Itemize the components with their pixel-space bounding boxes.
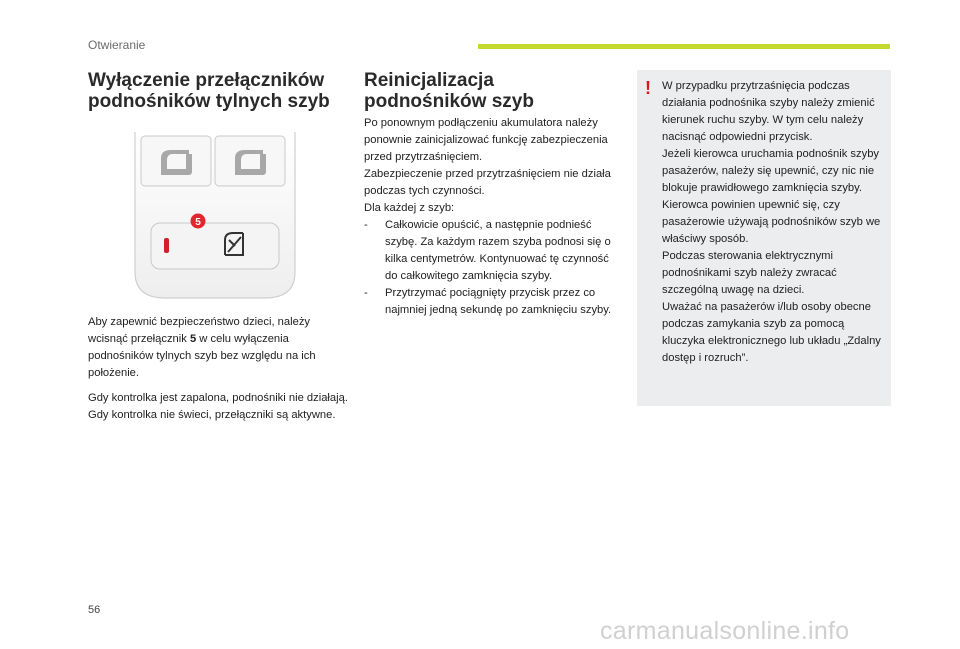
window-switch-panel-illustration [125, 132, 305, 302]
warning-line: Uważać na pasażerów i/lub osoby obecne podczas zamykania szyb za pomocą kluczyka elektronicznego lub układu „Zdalny dostęp i rozruch”. [662, 301, 881, 364]
rear-right-window-button [215, 136, 285, 186]
watermark: carmanualsonline.info [600, 617, 850, 645]
reinit-note: Zabezpieczenie przed przytrzaśnięciem nie działa podczas tych czynności. [364, 168, 611, 197]
rear-left-window-button [141, 136, 211, 186]
indicator-led [164, 238, 169, 253]
warning-line: Jeżeli kierowca uruchamia podnośnik szyby pasażerów, należy się upewnić, czy nic nie blokuje prawidłowego zamknięcia szyby. [662, 148, 880, 194]
reinit-body [364, 115, 620, 319]
warning-line: Podczas sterowania elektrycznymi podnośnikami szyb należy zwracać szczególną uwagę na dzieci. [662, 250, 837, 296]
warning-box [637, 70, 891, 406]
heading-reinitialization: Reinicjalizacja podnośników szyb [364, 70, 534, 112]
para1-bold-ref: 5 [189, 333, 197, 345]
list-item [364, 217, 620, 285]
warning-line: W przypadku przytrzaśnięcia podczas działania podnośnika szyby należy zmienić kierunek ruchu szyby. W tym celu należy nacisnąć odpowiedni przycisk. [662, 80, 875, 143]
warning-text [662, 78, 886, 367]
list-dash: - [364, 219, 368, 231]
reinit-intro: Po ponownym podłączeniu akumulatora należy ponownie zainicjalizować funkcję zabezpieczenia przed przytrzaśnięciem. [364, 117, 608, 163]
reinit-lead: Dla każdej z szyb: [364, 202, 455, 214]
list-item-text: Przytrzymać pociągnięty przycisk przez co najmniej jedną sekundę po zamknięciu szyby. [385, 287, 612, 316]
list-item [364, 285, 620, 319]
list-item-text: Całkowicie opuścić, a następnie podnieść szybę. Za każdym razem szyba podnosi się o kilka centymetrów. Kontynuować tę czynność do całkowitego zamknięcia szyby. [385, 219, 611, 282]
warning-exclamation-icon: ! [645, 78, 651, 98]
callout-5-label: 5 [195, 217, 201, 228]
switch-panel-figure [125, 132, 305, 307]
section-accent-bar [478, 44, 890, 49]
paragraph-indicator-state: Gdy kontrolka jest zapalona, podnośniki nie działają. Gdy kontrolka nie świeci, przełączniki są aktywne. [88, 392, 348, 421]
section-title: Otwieranie [88, 38, 146, 52]
page-number: 56 [88, 604, 101, 616]
list-dash: - [364, 287, 368, 299]
para1-text-before: Aby zapewnić bezpieczeństwo dzieci, należy wcisnąć przełącznik [88, 316, 311, 345]
warning-line: Kierowca powinien upewnić się, czy pasażerowie używają podnośników szyb we właściwy sposób. [662, 199, 881, 245]
child-lock-switch [151, 223, 279, 269]
heading-disable-rear-windows: Wyłączenie przełączników podnośników tylnych szyb [88, 70, 330, 112]
para1-text-after: w celu wyłączenia podnośników tylnych szyb bez względu na ich położenie. [88, 333, 316, 379]
paragraph-child-safety [88, 314, 350, 382]
